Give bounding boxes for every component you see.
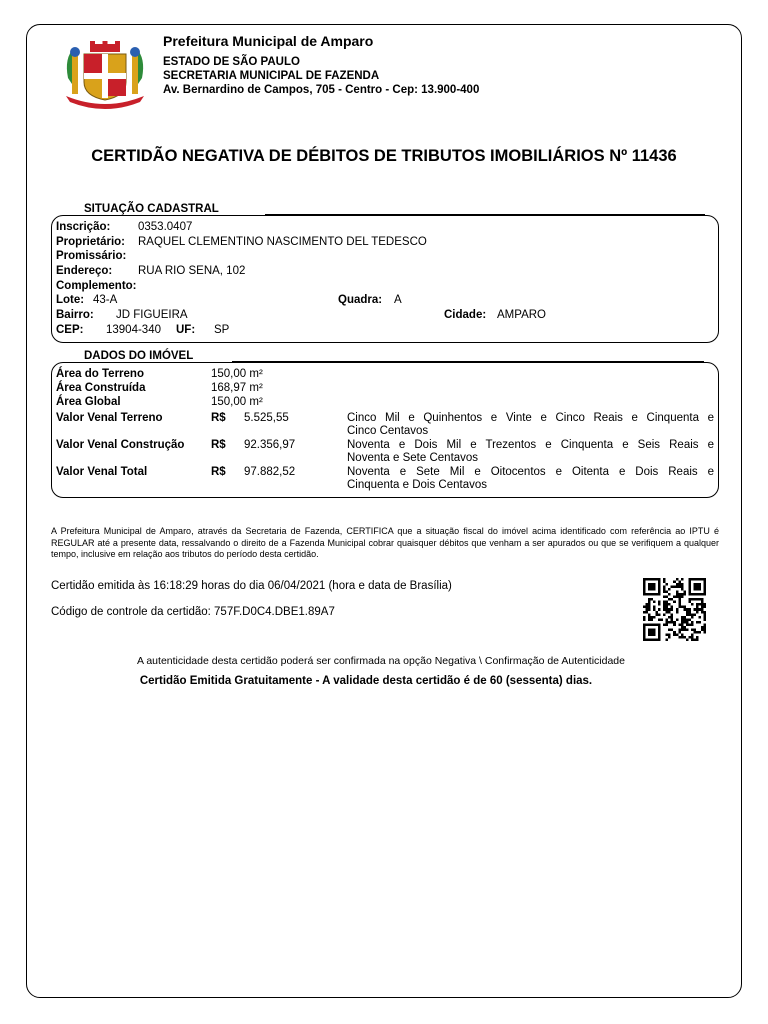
validity-note: Certidão Emitida Gratuitamente - A validade desta certidão é de 60 (sessenta) dias. bbox=[139, 675, 593, 687]
venal-construcao-value: 92.356,97 bbox=[244, 439, 296, 451]
venal-total-extenso-2: Cinquenta e Dois Centavos bbox=[347, 479, 487, 491]
venal-construcao-extenso-1: Noventa e Dois Mil e Trezentos e Cinquenta e Seis Reais e bbox=[347, 439, 714, 451]
certification-text: A Prefeitura Municipal de Amparo, através da Secretaria de Fazenda, CERTIFICA que a situação fiscal do imóvel acima identificado com referência ao IPTU é REGULAR até a presente data, ressalvando o direito de a Fazenda Municipal cobrar quaisquer débitos que venham a ser apurados ou que se verifiquem a qualquer tempo, inclusive em relação aos tributos do período desta certidão. bbox=[51, 526, 719, 559]
department-line: SECRETARIA MUNICIPAL DE FAZENDA bbox=[163, 70, 380, 82]
endereco-value: RUA RIO SENA, 102 bbox=[138, 265, 246, 277]
area-global-value: 150,00 m² bbox=[211, 396, 263, 408]
cadastral-section-label: SITUAÇÃO CADASTRAL bbox=[84, 203, 219, 215]
uf-value: SP bbox=[214, 324, 230, 336]
bairro-value: JD FIGUEIRA bbox=[116, 309, 188, 321]
cep-value: 13904-340 bbox=[106, 324, 161, 336]
proprietario-value: RAQUEL CLEMENTINO NASCIMENTO DEL TEDESCO bbox=[138, 236, 427, 248]
uf-label: UF: bbox=[176, 324, 196, 336]
bairro-label: Bairro: bbox=[56, 309, 94, 321]
venal-total-value: 97.882,52 bbox=[244, 466, 296, 478]
venal-terreno-currency: R$ bbox=[211, 412, 226, 424]
area-construida-label: Área Construída bbox=[56, 382, 146, 394]
venal-terreno-extenso-2: Cinco Centavos bbox=[347, 425, 429, 437]
quadra-label: Quadra: bbox=[338, 294, 383, 306]
venal-construcao-currency: R$ bbox=[211, 439, 226, 451]
authenticity-note: A autenticidade desta certidão poderá ser confirmada na opção Negativa \ Confirmação de Autenticidade bbox=[137, 655, 625, 667]
complemento-label: Complemento: bbox=[56, 280, 137, 292]
area-construida-value: 168,97 m² bbox=[211, 382, 263, 394]
proprietario-label: Proprietário: bbox=[56, 236, 126, 248]
lote-label: Lote: bbox=[56, 294, 85, 306]
property-rule bbox=[232, 361, 704, 362]
address-line: Av. Bernardino de Campos, 705 - Centro - Cep: 13.900-400 bbox=[163, 84, 480, 96]
control-code: Código de controle da certidão: 757F.D0C4.DBE1.89A7 bbox=[51, 606, 335, 618]
cep-label: CEP: bbox=[56, 324, 84, 336]
state-line: ESTADO DE SÃO PAULO bbox=[163, 56, 300, 68]
issued-datetime: Certidão emitida às 16:18:29 horas do dia 06/04/2021 (hora e data de Brasília) bbox=[51, 580, 452, 592]
inscricao-value: 0353.0407 bbox=[138, 221, 193, 233]
venal-terreno-label: Valor Venal Terreno bbox=[56, 412, 163, 424]
qr-code-icon bbox=[641, 578, 708, 641]
venal-terreno-extenso-1: Cinco Mil e Quinhentos e Vinte e Cinco Reais e Cinquenta e bbox=[347, 412, 714, 424]
venal-terreno-value: 5.525,55 bbox=[244, 412, 289, 424]
venal-construcao-label: Valor Venal Construção bbox=[56, 439, 185, 451]
venal-construcao-extenso-2: Noventa e Sete Centavos bbox=[347, 452, 479, 464]
municipal-crest-icon bbox=[62, 38, 148, 110]
endereco-label: Endereço: bbox=[56, 265, 113, 277]
venal-total-currency: R$ bbox=[211, 466, 226, 478]
area-terreno-label: Área do Terreno bbox=[56, 368, 144, 380]
cidade-value: AMPARO bbox=[497, 309, 546, 321]
area-terreno-value: 150,00 m² bbox=[211, 368, 263, 380]
lote-value: 43-A bbox=[93, 294, 118, 306]
promissario-label: Promissário: bbox=[56, 250, 127, 262]
cadastral-rule bbox=[265, 214, 705, 215]
quadra-value: A bbox=[394, 294, 402, 306]
property-section-label: DADOS DO IMÓVEL bbox=[84, 350, 194, 362]
area-global-label: Área Global bbox=[56, 396, 121, 408]
venal-total-extenso-1: Noventa e Sete Mil e Oitocentos e Oitenta e Dois Reais e bbox=[347, 466, 714, 478]
municipality-title: Prefeitura Municipal de Amparo bbox=[163, 33, 374, 49]
inscricao-label: Inscrição: bbox=[56, 221, 111, 233]
cidade-label: Cidade: bbox=[444, 309, 487, 321]
certificate-frame bbox=[26, 24, 742, 998]
venal-total-label: Valor Venal Total bbox=[56, 466, 148, 478]
document-title: CERTIDÃO NEGATIVA DE DÉBITOS DE TRIBUTOS IMOBILIÁRIOS Nº 11436 bbox=[91, 147, 677, 165]
